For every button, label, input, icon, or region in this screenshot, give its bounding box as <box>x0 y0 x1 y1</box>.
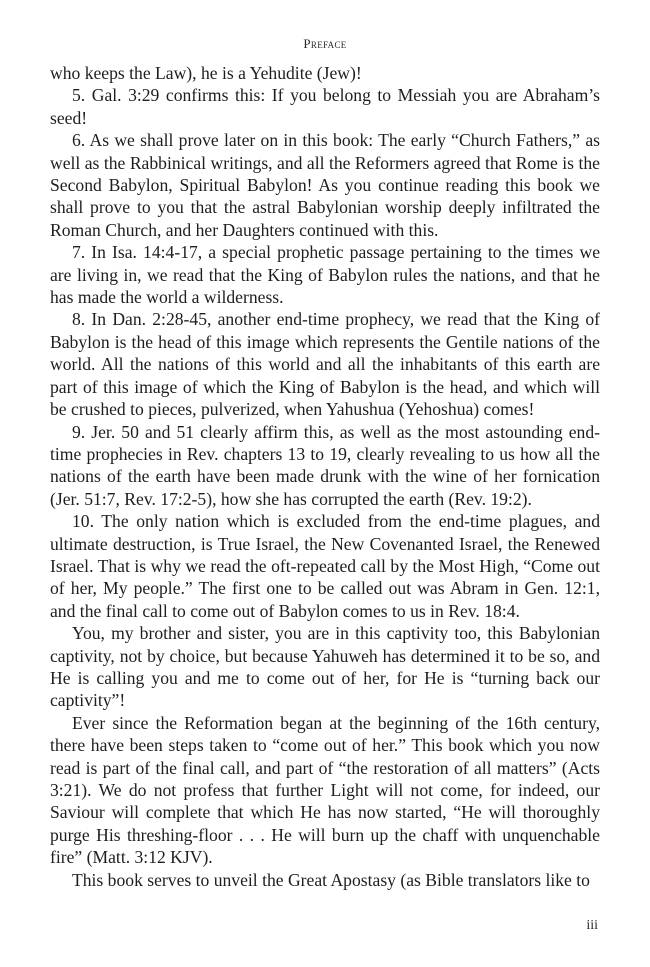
paragraph-point-8: 8. In Dan. 2:28-45, another end-time prophecy, we read that the King of Babylon is the head of this image which represents the Gentile nations of the world. All the nations of this world and all the inhabitants of this earth are part of this image of which the King of Babylon is the head, and which will be crushed to pieces, pulverized, when Yahushua (Yehoshua) comes! <box>50 309 600 420</box>
paragraph-captivity: You, my brother and sister, you are in this captivity too, this Babylonian captivity, not by choice, but because Yahuweh has determined it to be so, and He is calling you and me to come out of her, for He is “turning back our captivity”! <box>50 623 600 711</box>
paragraph-point-10: 10. The only nation which is excluded from the end-time plagues, and ultimate destruction, is True Israel, the New Covenanted Israel, the Renewed Israel. That is why we read the oft-repeated call by the Most High, “Come out of her, My people.” The first one to be called out was Abram in Gen. 12:1, and the final call to come out of Babylon comes to us in Rev. 18:4. <box>50 511 600 621</box>
body-text <box>50 62 600 891</box>
paragraph-point-9: 9. Jer. 50 and 51 clearly affirm this, as well as the most astounding end-time prophecies in Rev. chapters 13 to 19, clearly revealing to us how all the nations of the earth have been made drunk with the wine of her fornication (Jer. 51:7, Rev. 17:2-5), how she has corrupted the earth (Rev. 19:2). <box>50 421 600 509</box>
running-head: Preface <box>303 36 347 51</box>
paragraph-point-5: 5. Gal. 3:29 confirms this: If you belong to Messiah you are Abraham’s seed! <box>50 85 600 128</box>
paragraph-point-6: 6. As we shall prove later on in this book: The early “Church Fathers,” as well as the Rabbinical writings, and all the Reformers agreed that Rome is the Second Babylon, Spiritual Babylon! As you continue reading this book we shall prove to you that the astral Babylonian worship deeply infiltrated the Roman Church, and her Daughters continued with this. <box>50 130 600 240</box>
paragraph-continuation: who keeps the Law), he is a Yehudite (Jew)! <box>50 63 362 83</box>
paragraph-great-apostasy: This book serves to unveil the Great Apostasy (as Bible translators like to <box>72 869 590 890</box>
paragraph-reformation: Ever since the Reformation began at the beginning of the 16th century, there have been steps taken to “come out of her.” This book which you now read is part of the final call, and part of “the restoration of all matters” (Acts 3:21). We do not profess that further Light will not come, for indeed, our Saviour will complete that which He has now started, “He will thoroughly purge His threshing-floor . . . He will burn up the chaff with unquenchable fire” (Matt. 3:12 KJV). <box>50 712 600 868</box>
page-number: iii <box>586 918 598 933</box>
paragraph-point-7: 7. In Isa. 14:4-17, a special prophetic passage pertaining to the times we are living in, we read that the King of Babylon rules the nations, and that he has made the world a wilderness. <box>50 242 600 308</box>
